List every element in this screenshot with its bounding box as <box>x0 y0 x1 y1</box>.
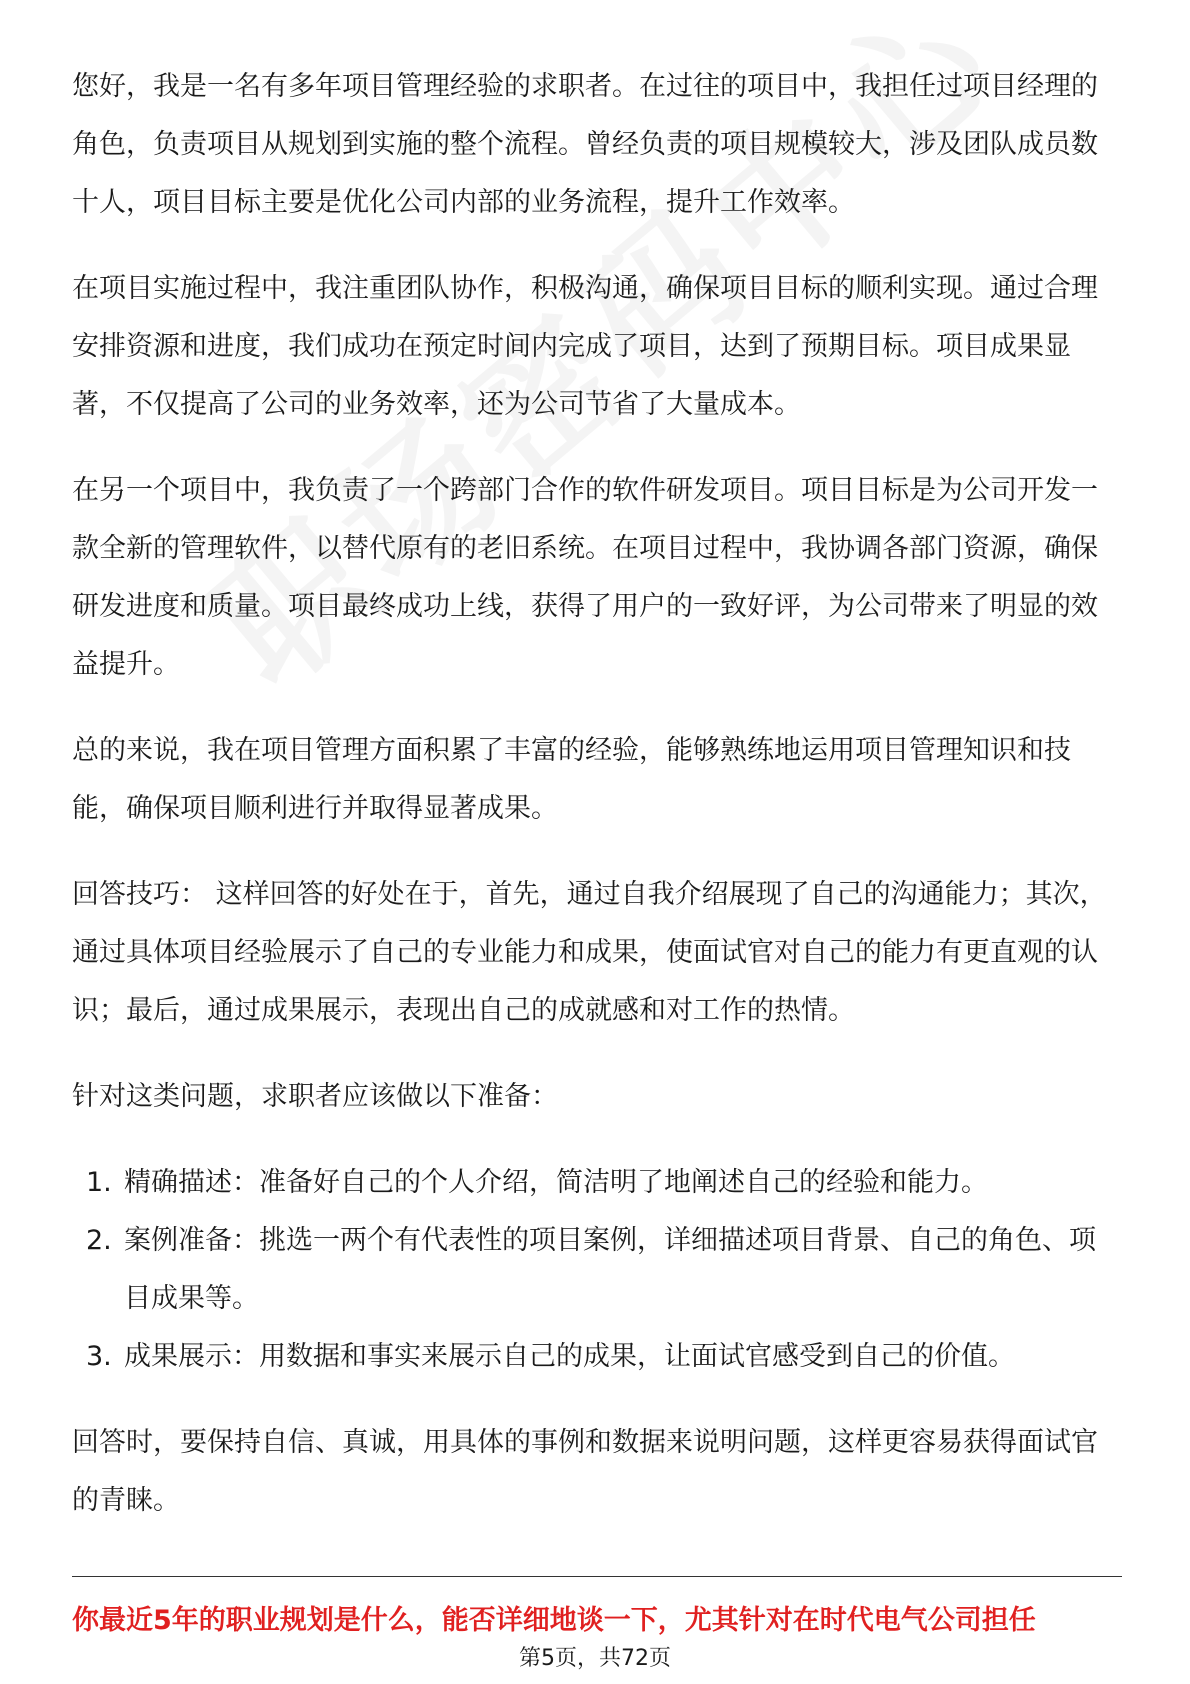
paragraph-preparation-intro: 针对这类问题，求职者应该做以下准备： <box>72 1081 558 1112</box>
list-item <box>72 1212 1122 1328</box>
page-number: 第5页，共72页 <box>519 1646 671 1671</box>
list-item-number: 3. <box>86 1341 112 1372</box>
paragraph-implementation: 在项目实施过程中，我注重团队协作，积极沟通，确保项目目标的顺利实现。通过合理安排资源和进度，我们成功在预定时间内完成了项目，达到了预期目标。项目成果显著，不仅提高了公司的业务效率，还为公司节省了大量成本。 <box>72 273 1098 420</box>
list-item <box>72 1154 1122 1212</box>
paragraph-answer-tips: 回答技巧： 这样回答的好处在于，首先，通过自我介绍展现了自己的沟通能力；其次，通过具体项目经验展示了自己的专业能力和成果，使面试官对自己的能力有更直观的认识；最后，通过成果展示，表现出自己的成就感和对工作的热情。 <box>72 879 1107 1026</box>
next-question-heading: 你最近5年的职业规划是什么，能否详细地谈一下，尤其针对在时代电气公司担任 <box>72 1605 1036 1636</box>
section-divider <box>72 1576 1122 1577</box>
paragraph-software-project: 在另一个项目中，我负责了一个跨部门合作的软件研发项目。项目目标是为公司开发一款全新的管理软件，以替代原有的老旧系统。在项目过程中，我协调各部门资源，确保研发进度和质量。项目最终成功上线，获得了用户的一致好评，为公司带来了明显的效益提升。 <box>72 475 1098 680</box>
paragraph-intro: 您好，我是一名有多年项目管理经验的求职者。在过往的项目中，我担任过项目经理的角色，负责项目从规划到实施的整个流程。曾经负责的项目规模较大，涉及团队成员数十人，项目目标主要是优化公司内部的业务流程，提升工作效率。 <box>72 71 1098 218</box>
preparation-list <box>72 1154 1122 1386</box>
paragraph-summary: 总的来说，我在项目管理方面积累了丰富的经验，能够熟练地运用项目管理知识和技能，确保项目顺利进行并取得显著成果。 <box>72 735 1071 824</box>
list-item-number: 1. <box>86 1167 112 1198</box>
paragraph-closing: 回答时，要保持自信、真诚，用具体的事例和数据来说明问题，这样更容易获得面试官的青睐。 <box>72 1427 1098 1516</box>
document-body <box>72 58 1122 1558</box>
list-item-number: 2. <box>86 1225 112 1256</box>
list-item-text: 成果展示：用数据和事实来展示自己的成果，让面试官感受到自己的价值。 <box>124 1341 1015 1372</box>
list-item-text: 精确描述：准备好自己的个人介绍，简洁明了地阐述自己的经验和能力。 <box>124 1167 988 1198</box>
list-item-text: 案例准备：挑选一两个有代表性的项目案例，详细描述项目背景、自己的角色、项目成果等。 <box>124 1225 1096 1314</box>
list-item <box>72 1328 1122 1386</box>
